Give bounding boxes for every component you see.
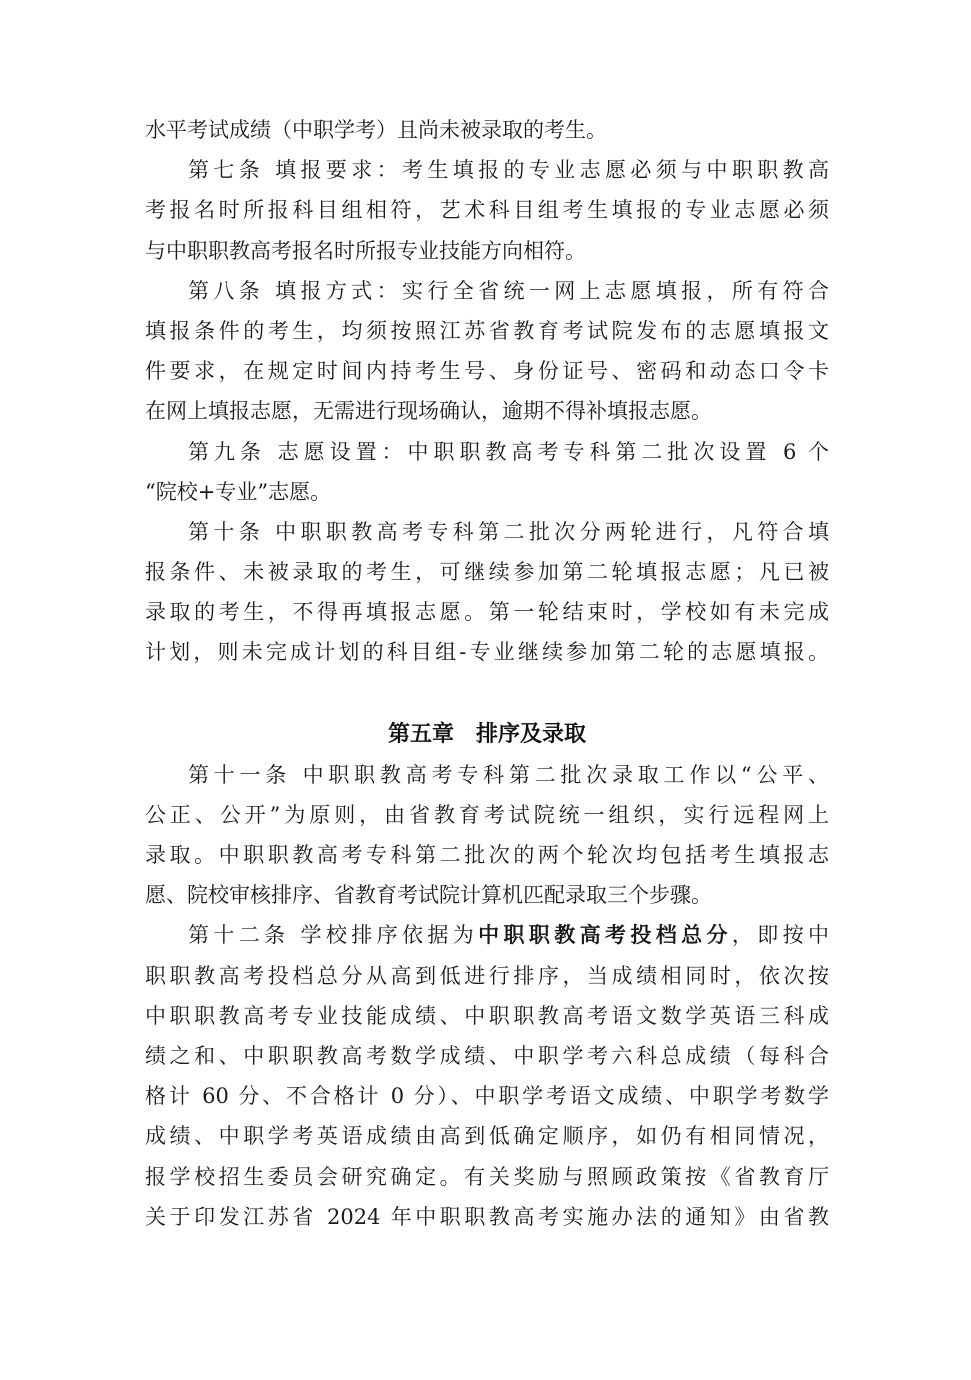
paragraph-line: 水平考试成绩（中职学考）且尚未被录取的考生。 [145, 118, 607, 142]
paragraph-line: 第十条 中职职教高考专科第二批次分两轮进行，凡符合填 [188, 519, 829, 544]
paragraph-line: 考报名时所报科目组相符，艺术科目组考生填报的专业志愿必须 [145, 198, 829, 223]
paragraph-line: 报条件、未被录取的考生，可继续参加第二轮填报志愿；凡已被 [145, 560, 829, 585]
paragraph-line: 绩之和、中职职教高考数学成绩、中职学考六科总成绩（每科合 [145, 1043, 829, 1068]
paragraph-line: 录取。中职职教高考专科第二批次的两个轮次均包括考生填报志 [145, 843, 829, 867]
paragraph-line: 关于印发江苏省 2024 年中职职教高考实施办法的通知》由省教 [145, 1204, 829, 1229]
paragraph-line: 报学校招生委员会研究确定。有关奖励与照顾政策按《省教育厅 [145, 1164, 829, 1189]
paragraph-line: 与中职职教高考报名时所报专业技能方向相符。 [145, 238, 586, 263]
paragraph-line: 愿、院校审核排序、省教育考试院计算机匹配录取三个步骤。 [145, 883, 712, 908]
paragraph-line: 职职教高考投档总分从高到低进行排序，当成绩相同时，依次按 [145, 963, 829, 988]
paragraph-line: “院校+专业”志愿。 [145, 479, 332, 504]
article-10 [145, 512, 829, 673]
paragraph-line: 第十一条 中职职教高考专科第二批次录取工作以“公平、 [188, 762, 829, 787]
paragraph-line: 格计 60 分、不合格计 0 分）、中职学考语文成绩、中职学考数学 [145, 1084, 829, 1109]
paragraph-line: 第八条 填报方式：实行全省统一网上志愿填报，所有符合 [188, 278, 829, 303]
paragraph-line: 第七条 填报要求：考生填报的专业志愿必须与中职职教高 [188, 158, 829, 183]
paragraph-line: 第九条 志愿设置：中职职教高考专科第二批次设置 6 个 [188, 439, 829, 464]
paragraph-line: 在网上填报志愿，无需进行现场确认，逾期不得补填报志愿。 [145, 399, 712, 424]
paragraph-line: 填报条件的考生，均须按照江苏省教育考试院发布的志愿填报文 [145, 318, 829, 343]
document-page [145, 110, 829, 1237]
paragraph-line: 公正、公开”为原则，由省教育考试院统一组织，实行远程网上 [145, 802, 829, 827]
paragraph-line [145, 915, 829, 955]
article-12 [145, 915, 829, 1237]
paragraph-line: 录取的考生，不得再填报志愿。第一轮结束时，学校如有未完成 [145, 600, 829, 625]
article-9 [145, 432, 829, 512]
paragraph-line: 成绩、中职学考英语成绩由高到低确定顺序，如仍有相同情况， [145, 1124, 829, 1149]
article-11 [145, 755, 829, 916]
article-12-intro: 第十二条 学校排序依据为 [188, 923, 479, 948]
section-spacer [145, 673, 829, 715]
article-8 [145, 271, 829, 432]
paragraph-line: 中职职教高考专业技能成绩、中职职教高考语文数学英语三科成 [145, 1003, 829, 1028]
paragraph-line: 计划，则未完成计划的科目组-专业继续参加第二轮的志愿填报。 [145, 640, 829, 665]
emphasis-total-score: 中职职教高考投档总分 [478, 923, 732, 948]
article-12-intro-tail: ，即按中 [731, 923, 829, 948]
paragraph-line: 件要求，在规定时间内持考生号、身份证号、密码和动态口令卡 [145, 359, 829, 384]
article-7 [145, 150, 829, 271]
chapter-heading: 第五章 排序及录取 [387, 721, 586, 747]
